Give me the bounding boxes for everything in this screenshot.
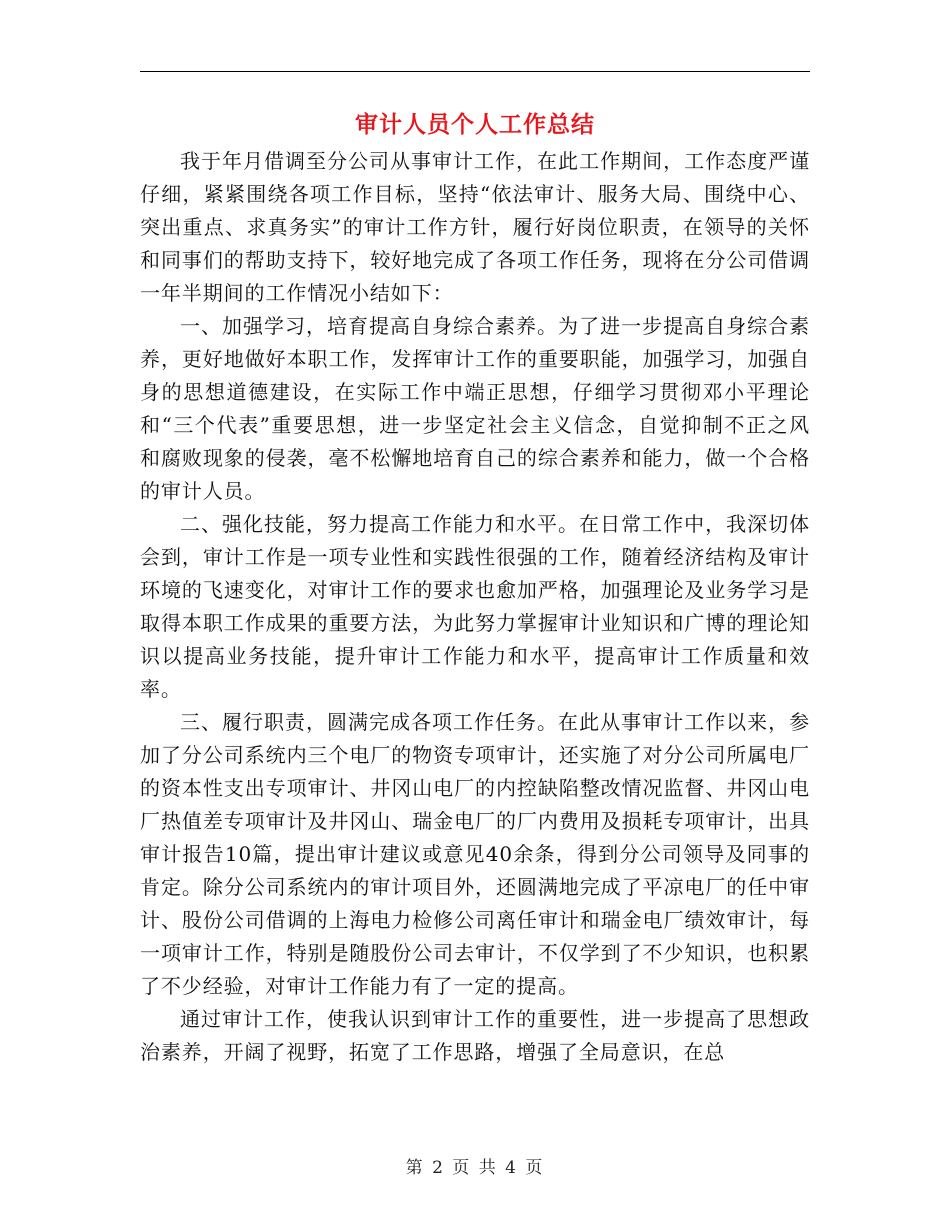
paragraph-duties: 三、履行职责，圆满完成各项工作任务。在此从事审计工作以来，参加了分公司系统内三个电厂的物资专项审计，还实施了对分公司所属电厂的资本性支出专项审计、井冈山电厂的内控缺陷整改情况监督、井冈山电厂热值差专项审计及井冈山、瑞金电厂的厂内费用及损耗专项审计，出具审计报告10篇，提出审计建议或意见40余条，得到分公司领导及同事的肯定。除分公司系统内的审计项目外，还圆满地完成了平凉电厂的任中审计、股份公司借调的上海电力检修公司离任审计和瑞金电厂绩效审计，每一项审计工作，特别是随股份公司去审计，不仅学到了不少知识，也积累了不少经验，对审计工作能力有了一定的提高。: [140, 710, 810, 998]
paragraph-intro: 我于年月借调至分公司从事审计工作，在此工作期间，工作态度严谨仔细，紧紧围绕各项工作目标，坚持“依法审计、服务大局、围绕中心、突出重点、求真务实”的审计工作方针，履行好岗位职责，在领导的关怀和同事们的帮助支持下，较好地完成了各项工作任务，现将在分公司借调一年半期间的工作情况小结如下：: [140, 149, 810, 305]
header-rule: [140, 71, 810, 72]
document-title: 审计人员个人工作总结: [355, 111, 595, 138]
paragraph-summary: 通过审计工作，使我认识到审计工作的重要性，进一步提高了思想政治素养，开阔了视野，拓宽了工作思路，增强了全局意识，在总: [140, 1007, 810, 1064]
page-number: 第 2 页 共 4 页: [405, 1158, 545, 1178]
document-body: [140, 145, 810, 1069]
paragraph-skills: 二、强化技能，努力提高工作能力和水平。在日常工作中，我深切体会到，审计工作是一项专业性和实践性很强的工作，随着经济结构及审计环境的飞速变化，对审计工作的要求也愈加严格，加强理论及业务学习是取得本职工作成果的重要方法，为此努力掌握审计业知识和广博的理论知识以提高业务技能，提升审计工作能力和水平，提高审计工作质量和效率。: [140, 512, 810, 701]
paragraph-study: 一、加强学习，培育提高自身综合素养。为了进一步提高自身综合素养，更好地做好本职工作，发挥审计工作的重要职能，加强学习，加强自身的思想道德建设，在实际工作中端正思想，仔细学习贯彻邓小平理论和“三个代表”重要思想，进一步坚定社会主义信念，自觉抑制不正之风和腐败现象的侵袭，毫不松懈地培育自己的综合素养和能力，做一个合格的审计人员。: [140, 314, 810, 503]
